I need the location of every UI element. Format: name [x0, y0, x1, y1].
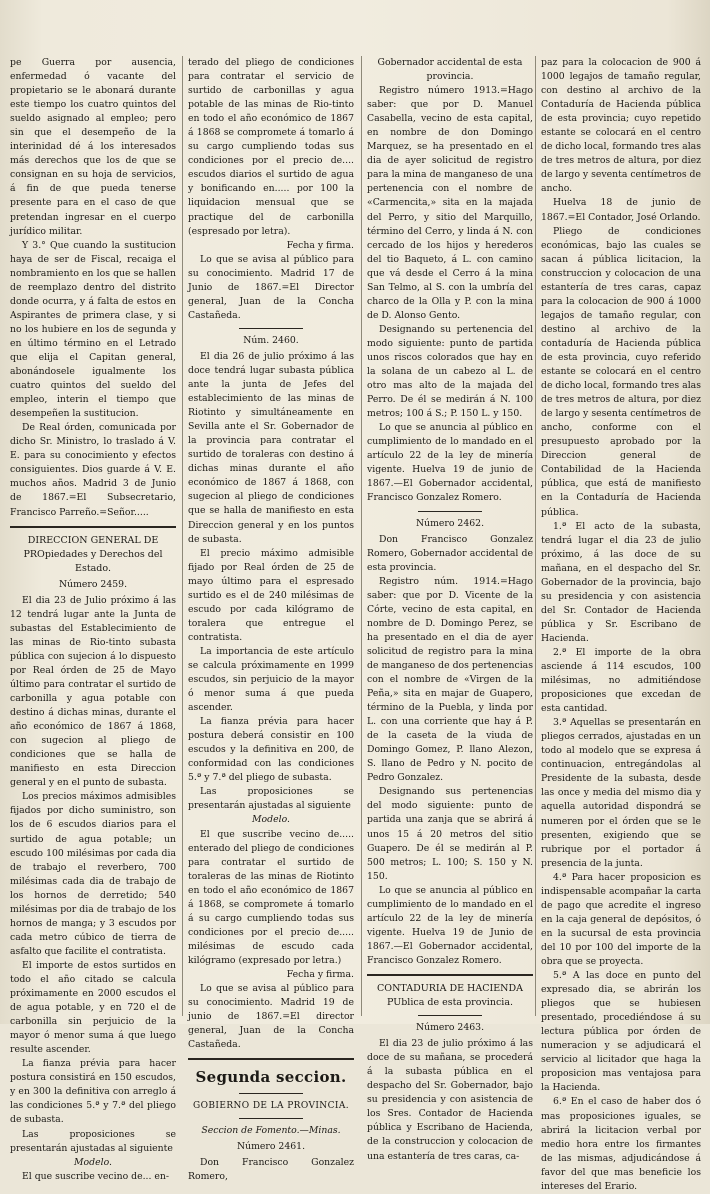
paragraph: 2.ª El importe de la obra asciende á 114 escudos, 100 milésimas, no admitiéndose proposiciones que excedan de esta cantidad. — [541, 646, 701, 715]
paragraph: El precio máximo admisible fijado por Real órden de 25 de mayo último para el espresado surtido es el de 240 milésimas de escudo por cada kilógramo de toralera que entregue el contratista. — [188, 547, 354, 643]
column-rule — [182, 56, 183, 1016]
notice-number: Número 2461. — [236, 1141, 306, 1153]
government-heading: GOBIERNO DE LA PROVINCIA. — [193, 1101, 349, 1112]
paragraph: 3.ª Aquellas se presentarán en pliegos cerrados, ajustadas en un todo al modelo que se expresa á continuacion, entregándolas al Presidente de la subasta, desde las once y media del mismo dia y aquella autoridad dispondrá se numeren por el órden que se le presenten, exigiendo que se rubrique por el portador á presencia de la junta. — [541, 717, 701, 869]
signature-line: Fecha y firma. — [286, 239, 354, 251]
paragraph: Designando su pertenencia del modo siguiente: punto de partida unos riscos colorados que hay en la solana de un cabezo al L. de otro mas alto de la majada del Perro. De él se medirán á N. 100 metros; 100 á S.; P. 150 L. y 150. — [367, 323, 533, 420]
paragraph: 5.ª A las doce en punto del expresado dia, se abrirán los pliegos que se hubiesen presentado, procediéndose á su lectura pública por órden de numeracion y se adjudicará el servicio al licitador que haga la proposicion mas ventajosa para la Hacienda. — [541, 970, 701, 1094]
section-divider — [188, 1058, 354, 1060]
italic-label: Modelo. — [74, 1156, 112, 1168]
paragraph: Don Francisco Gonzalez Romero, — [188, 1157, 354, 1183]
paragraph-continued: terado del pliego de condiciones para contratar el servicio de surtido de carbonillas y agua potable de las minas de Rio-tinto en todo el año económico de 1867 á 1868 se compromete á tomarlo á su cargo cumpliendo todas sus condiciones por el precio de.... escudos diarios el surtido de agua y bonificando en..... por 100 la liquidacion mensual que se practique del de carbonilla (espresado por letra). — [188, 57, 354, 237]
paragraph: El dia 23 de julio próximo á las doce de su mañana, se procederá á la subasta pública en el despacho del Sr. Gobernador, bajo su presidencia y con asistencia de los Sres. Contador de Hacienda pública y Escribano de Hacienda, de la construccion y colocacion de una estantería de tres caras, ca- — [367, 1038, 533, 1162]
section-divider — [367, 974, 533, 976]
paragraph: El dia 26 de julio próximo á las doce tendrá lugar subasta pública ante la junta de Jefes del establecimiento de las minas de Riotinto y simultáneamente en Sevilla ante el Sr. Gobernador de la provincia para contratar el surtido de toraleras con destino á dichas minas durante el año económico de 1867 á 1868, con sugecion al pliego de condiciones que se halla de manifiesto en esta Direccion general y en los puntos de subasta. — [188, 350, 354, 545]
paragraph: Registro núm. 1914.=Hago saber: que por D. Vicente de la Córte, vecino de esta capital, en nombre de D. Domingo Perez, se ha presentado en el dia de ayer solicitud de registro para la mina de manganeso de dos pertenencias con el nombre de «Virgen de la Peña,» sita en majar de Guapero, término de la Puebla, y linda por L. con una corriente que hay á P. de la caseta de la viuda de Domingo Gomez, P. llano Alezon, S. llano de Pedro y N. pocito de Pedro Gonzalez. — [367, 575, 533, 784]
paragraph: 6.ª En el caso de haber dos ó mas proposiciones iguales, se abrirá la licitacion verbal por medio hora entre los firmantes de las mismas, adjudicándose á favor del que mas beneficie los intereses del Erario. — [541, 1096, 701, 1192]
section-heading: DIRECCION GENERAL DE PROpiedades y Derechos del Estado. — [23, 534, 163, 574]
paragraph: Lo que se avisa al público para su conocimiento. Madrid 19 de junio de 1867.=El director general, Juan de la Concha Castañeda. — [188, 983, 354, 1051]
signature-line: Fecha y firma. — [286, 969, 354, 980]
paragraph: Huelva 18 de junio de 1867.=El Contador, José Orlando. — [541, 197, 701, 223]
paragraph: La fianza prévia para hacer postura deberá consistir en 100 escudos y la definitiva en 200, de conformidad con las condiciones 5.ª y 7.ª del pliego de subasta. — [188, 716, 354, 784]
short-separator — [418, 1015, 482, 1016]
paragraph: Las proposiciones se presentarán ajustadas al siguiente — [10, 1128, 176, 1154]
paragraph: 4.ª Para hacer proposicion es indispensable acompañar la carta de pago que acredite el ingreso en la caja general de depósitos, ó en la sucursal de esta provincia del 10 por 100 del importe de la obra que se proyecta. — [541, 871, 701, 967]
paragraph: Pliego de condiciones económicas, bajo las cuales se sacan á pública licitacion, la construccion y colocacion de una estantería de tres caras, capaz para la colocacion de 900 á 1000 legajos de tamaño regular, con destino al archivo de la contaduría de Hacienda pública de esta provincia, cuyo referido estante se colocará en el centro de dicho local, formando tres alas de tres metros de altura, por diez de largo y sesenta centímetros de ancho, conforme con el presupuesto aprobado por la Direccion general de Contabilidad de la Hacienda pública, que está de manifiesto en la Contaduría de Hacienda pública. — [541, 225, 701, 518]
paragraph: Lo que se anuncia al público en cumplimiento de lo mandado en el artículo 22 de la ley de minería vigente. Huelva 19 de junio de 1867.—El Gobernador accidental, Francisco Gonzalez Romero. — [367, 422, 533, 504]
notice-number: Número 2462. — [415, 517, 485, 529]
notice-number: Número 2463. — [415, 1022, 485, 1034]
italic-label: Modelo. — [252, 814, 290, 826]
paragraph: Registro número 1913.=Hago saber: que por D. Manuel Casabella, vecino de esta capital, en nombre de don Domingo Marquez, se ha presentado en el dia de ayer solicitud de registro para la mina de manganeso de una pertenencia con el nombre de «Carmencita,» sita en la majada del Perro, y sitio del Marquillo, término del Cerro, y linda á N. con cercado de los hijos y herederos del tio Baqueto, á L. con camino que vá desde el Cerro á la mina San Telmo, al S. con la umbría del charco de la Olla y P. con la mina de D. Alonso Gento. — [367, 85, 533, 321]
short-separator — [239, 328, 303, 329]
paragraph: Designando sus pertenencias del modo siguiente: punto de partida una zanja que se abrirá á unos 15 á 20 metros del sitio Guapero. De él se medirán al P. 500 metros; L. 100; S. 150 y N. 150. — [367, 786, 533, 882]
section-heading: CONTADURIA DE HACIENDA PUblica de esta provincia. — [377, 983, 523, 1009]
italic-label: Seccion de Fomento.—Minas. — [201, 1125, 341, 1137]
centered-line: Gobernador accidental de esta provincia. — [377, 57, 523, 83]
paragraph: 1.ª El acto de la subasta, tendrá lugar el dia 23 de julio próximo, á las doce de su mañana, en el despacho del Sr. Gobernador de la provincia, bajo su presidencia y con asistencia del Sr. Contador de Hacienda pública y Sr. Escribano de Hacienda. — [541, 520, 701, 644]
column-rule — [535, 56, 536, 1016]
paragraph: El que suscribe vecino de... en- — [22, 1170, 170, 1182]
paragraph: La importancia de este artículo se calcula próximamente en 1999 escudos, sin perjuicio de la mayor ó menor suma á que pueda ascender. — [188, 645, 354, 714]
paragraph: Lo que se anuncia al público en cumplimiento de lo mandado en el artículo 22 de la ley de minería vigente. Huelva 19 de Junio de 1867.—El Gobernador accidental, Francisco Gonzalez Romero. — [367, 884, 533, 966]
notice-number: Núm. 2460. — [243, 334, 299, 346]
paragraph-continued: paz para la colocacion de 900 á 1000 legajos de tamaño regular, con destino al archivo de la Contaduría de Hacienda pública de esta provincia; cuyo repetido estante se colocará en el centro de dicho local, formando tres alas de tres metros de altura, por diez de largo y seventa centímetros de ancho. — [541, 57, 702, 195]
section-title: Segunda seccion. — [195, 1068, 347, 1087]
column-2 — [188, 56, 354, 1183]
paragraph-continued: pe Guerra por ausencia, enfermedad ó vacante del propietario se le abonará durante este tiempo los cuatro quintos del sueldo asignado al empleo; pero sin que el desempeño de la interinidad dé á los interesados más derechos que los de que se consignan en su hoja de servicios, á fin de que pueda tenerse presente para en el caso de que pretendan ingresar en el cuerpo jurídico militar. — [10, 57, 176, 237]
section-divider — [10, 526, 176, 528]
short-separator — [239, 1118, 303, 1119]
paragraph: Y 3.° Que cuando la sustitucion haya de ser de Fiscal, recaiga el nombramiento en los que se hallen de reemplazo dentro del distrito donde ocurra, y á falta de estos en Aspirantes de primera clase, y si no los hubiere en los de segunda y en último término en el Letrado que elija el Capitan general, abonándosele igualmente los cuatro quintos del sueldo del empleo, interin el tiempo que desempeñen la sustitucion. — [10, 239, 176, 420]
notice-number: Número 2459. — [58, 578, 128, 590]
short-separator — [239, 1093, 303, 1094]
short-separator — [418, 511, 482, 512]
paragraph: Don Francisco Gonzalez Romero, Gobernador accidental de esta provincia. — [367, 533, 533, 573]
paragraph: El importe de estos surtidos en todo el año citado se calcula próximamente en 2000 escudos el de agua potable, y en 720 el de carbonilla sin perjuicio de la mayor ó menor suma á que luego resulte ascender. — [10, 959, 176, 1056]
paragraph: Las proposiciones se presentarán ajustadas al siguiente — [188, 786, 354, 812]
paragraph: Los precios máximos admisibles fijados por dicho suministro, son los de 6 escudos diarios para el surtido de agua potable; un escudo 100 milésimas por cada dia de trabajo el reverbero, 700 milésimas cada dia de trabajo de los hornos de derretido; 540 milésimas por dia de trabajo de los hornos de manga; y 3 escudos por cada metro cúbico de tierra de asfalto que facilite el contratista. — [10, 791, 176, 957]
paragraph: El dia 23 de Julio próximo á las 12 tendrá lugar ante la Junta de subastas del Establecimiento de las minas de Rio-tinto subasta pública con sujecion á lo dispuesto por Real órden de 25 de Mayo último para contratar el surtido de carbonilla y agua potable con destino á dichas minas, durante el año económico de 1867 á 1868, con sugecion al pliego de condiciones que se halla de manifiesto en esta Direccion general y en el punto de subasta. — [10, 594, 176, 789]
paragraph: El que suscribe vecino de..... enterado del pliego de condiciones para contratar el surtido de toraleras de las minas de Riotinto en todo el año económico de 1867 á 1868, se compromete á tomarlo á su cargo cumpliendo todas sus condiciones por el precio de..... milésimas de escudo cada kilógramo (expresado por letra.) — [188, 828, 354, 966]
column-rule — [361, 56, 362, 1016]
column-1 — [10, 56, 176, 1182]
paragraph: Lo que se avisa al público para su conocimiento. Madrid 17 de Junio de 1867.=El Director general, Juan de la Concha Castañeda. — [188, 253, 354, 321]
paragraph: De Real órden, comunicada por dicho Sr. Ministro, lo traslado á V. E. para su conocimiento y efectos consiguientes. Dios guarde á V. E. muchos años. Madrid 3 de Junio de 1867.=El Subsecretario, Francisco Parreño.=Señor..... — [10, 422, 176, 518]
column-4 — [541, 56, 702, 1192]
paragraph: La fianza prévia para hacer postura consistirá en 150 escudos, y en 300 la definitiva con arreglo á las condiciones 5.ª y 7.ª del pliego de subasta. — [10, 1058, 176, 1126]
column-3 — [367, 56, 533, 1162]
